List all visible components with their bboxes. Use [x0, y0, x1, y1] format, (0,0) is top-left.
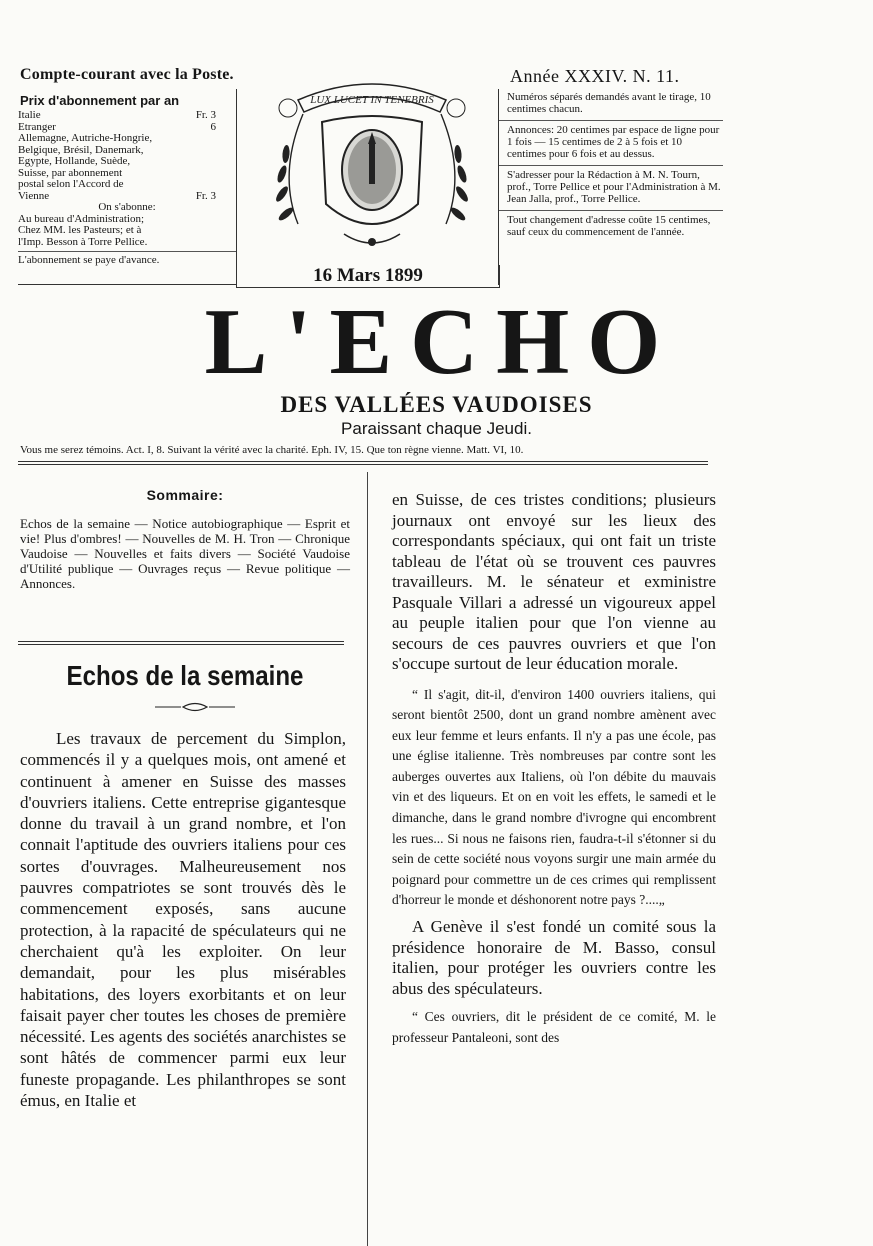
article-quote: “ Ces ouvriers, dit le président de ce comité, M. le professeur Pantaleoni, sont des — [392, 1009, 716, 1045]
masthead-frequency: Paraissant chaque Jeudi. — [341, 419, 532, 438]
masthead-rule — [18, 461, 708, 462]
divider — [499, 165, 723, 166]
divider — [499, 210, 723, 211]
subscription-heading: On s'abonne: — [98, 201, 156, 213]
issue-number: Année XXXIV. N. 11. — [510, 66, 680, 86]
sommaire-text: Echos de la semaine — Notice autobiographique — Esprit et vie! Plus d'ombres! — Nouvelles de M. H. Tron — Chronique Vaudoise — Nouvelles et faits divers — Société Vaudoise d'Utilité publique — Ouvrages reçus — Revue politique — Annonces. — [20, 516, 350, 591]
ornament-divider-icon — [155, 700, 235, 714]
article-right-column — [392, 490, 716, 1048]
subscription-line: l'Imp. Besson à Torre Pellice. — [18, 235, 148, 248]
sommaire-title: Sommaire: — [146, 487, 224, 503]
subscription-line: Au bureau d'Administration; — [18, 212, 145, 225]
article-paragraph: A Genève il s'est fondé un comité sous la présidence honoraire de M. Basso, consul italien, pour protéger les ouvriers contre les abus des spéculateurs. — [392, 917, 716, 998]
subscription-line: Allemagne, Autriche-Hongrie, — [18, 132, 153, 144]
article-paragraph: en Suisse, de ces tristes conditions; plusieurs journaux ont envoyé sur les lieux des correspondants spéciaux, qui ont fait un triste tableau de l'état où se trouvent ces pauvres travailleurs. M. le sénateur et exministre Pasquale Villari a adressé un vigoureux appel au peuple italien pour que l'on vienne au secours de ces pauvres ouvriers et que l'on s'occupe surtout de leur éducation morale. — [392, 490, 716, 673]
svg-text:LUX LUCET IN TENEBRIS: LUX LUCET IN TENEBRIS — [310, 94, 434, 106]
masthead-rule — [18, 464, 708, 465]
issue-date: 16 Mars 1899 — [236, 265, 500, 288]
masthead-subtitle: DES VALLÉES VAUDOISES — [280, 392, 593, 417]
masthead-title: L'ECHO — [204, 290, 679, 394]
subscription-line: Egypte, Hollande, Suède, — [18, 155, 131, 167]
subscription-line: Suisse, par abonnement — [18, 166, 123, 179]
article-title: Echos de la semaine — [66, 660, 304, 691]
info-address-change: Tout changement d'adresse coûte 15 centimes, sauf ceux du commencement de l'année. — [507, 214, 711, 238]
info-single-issue: Numéros séparés demandés avant le tirage, 10 centimes chacun. — [507, 91, 711, 115]
divider — [499, 120, 723, 121]
column-divider — [367, 472, 368, 1246]
info-ads: Annonces: 20 centimes par espace de ligne pour 1 fois — 15 centimes de 2 à 5 fois et 10 centimes pour 6 fois et au dessus. — [507, 124, 720, 160]
coat-of-arms-emblem — [258, 74, 486, 260]
subscription-line: L'abonnement se paye d'avance. — [18, 254, 160, 266]
article-left-column — [20, 728, 346, 1111]
info-contact: S'adresser pour la Rédaction à M. N. Tourn, prof., Torre Pellice et pour l'Administration à M. Jean Jalla, prof., Torre Pellice. — [507, 169, 721, 205]
divider — [18, 251, 236, 252]
masthead-motto: Vous me serez témoins. Act. I, 8. Suivant la vérité avec la charité. Eph. IV, 15. Que ton règne vienne. Matt. VI, 10. — [20, 444, 524, 456]
article-paragraph: Les travaux de percement du Simplon, commencés il y a quelques mois, ont amené et continuent à amener en Suisse des masses d'ouvriers italiens. Cette entreprise gigantesque donne du travail à un grand nombre, et l'on connait l'aptitude des ouvriers italiens pour ces sortes d'ouvrages. Malheureusement nos pauvres compatriotes se sont trouvés dès le commencement exposés, sans aucune protection, à la rapacité de spéculateurs qui ne cherchaient qu'à les exploiter. On leur demandait, pour les plus misérables habitations, des loyers exorbitants et on leur faisait payer cher toutes les choses de première nécessité. Les agents des sociétés anarchistes se sont hâtés de commencer parmi eux leur funeste propagande. Les philanthropes se sont émus, en Italie et — [20, 729, 346, 1111]
subscription-line: Chez MM. les Pasteurs; et à — [18, 224, 142, 236]
price-row-italie: Italie Fr. 3 — [18, 109, 216, 121]
price-row-vienne: Vienne Fr. 3 — [18, 189, 216, 202]
subscription-title: Prix d'abonnement par an — [20, 93, 180, 108]
subscription-line: Belgique, Brésil, Danemark, — [18, 143, 144, 156]
subscription-line: postal selon l'Accord de — [18, 178, 124, 190]
price-row-etranger: Etranger 6 — [18, 120, 216, 133]
info-box — [498, 89, 723, 285]
postal-account-note: Compte-courant avec la Poste. — [20, 66, 234, 83]
sommaire-rule — [18, 644, 344, 645]
article-quote: “ Il s'agit, dit-il, d'environ 1400 ouvriers italiens, qui seront bientôt 2500, dont un grand nombre amènent avec eux leur femme et leurs enfants. Il n'y a pas une école, pas une église italienne. Très nombreuses par contre sont les auberges ouvertes aux Italiens, où l'on débite du mauvais vin et des liqueurs. Et on en voit les effets, le samedi et le dimanche, dans le grand nombre d'ivrogne qui encombrent les rues... Si nous ne faisons rien, faudra-t-il s'étonner si du sein de cette société nous voyons surgir une main armée du poignard pour commettre un de ces crimes qui remplissent d'horreur le monde et déshonorent notre pays ?....„ — [392, 686, 716, 908]
sommaire-rule — [18, 641, 344, 642]
subscription-box — [18, 89, 237, 285]
